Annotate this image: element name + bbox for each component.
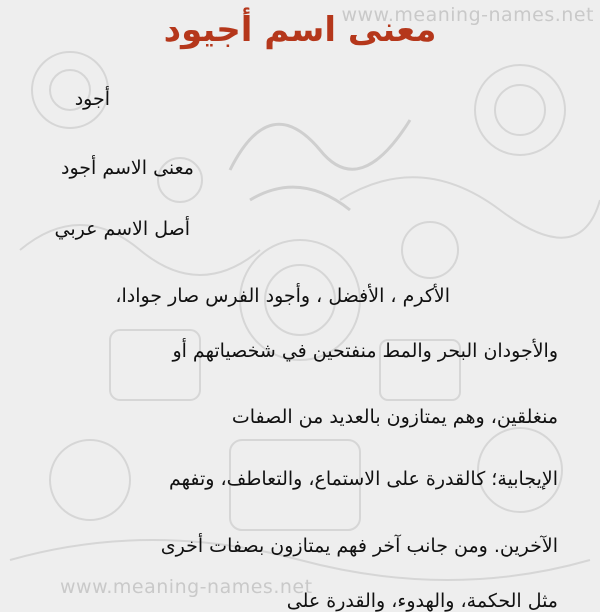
content-line: والأجودان البحر والمط منفتحين في شخصياتهم أو [172, 340, 558, 362]
content-line: الإيجابية؛ كالقدرة على الاستماع، والتعاطف، وتفهم [168, 468, 558, 490]
content-line: الأكرم ، الأفضل ، وأجود الفرس صار جوادا، [115, 285, 450, 307]
content-line: أجود [74, 88, 110, 110]
page-title: معنى اسم أجيود [163, 10, 437, 50]
content-line: أصل الاسم عربي [54, 218, 190, 240]
content-line: منغلقين، وهم يمتازون بالعديد من الصفات [231, 406, 558, 428]
site-watermark-bottom: www.meaning-names.net [60, 576, 313, 598]
content-line: مثل الحكمة، والهدوء، والقدرة على [286, 590, 558, 612]
content-line: الآخرين. ومن جانب آخر فهم يمتازون بصفات أخرى [160, 535, 558, 557]
content-line: معنى الاسم أجود [61, 157, 194, 179]
site-watermark-top: www.meaning-names.net [341, 4, 594, 26]
